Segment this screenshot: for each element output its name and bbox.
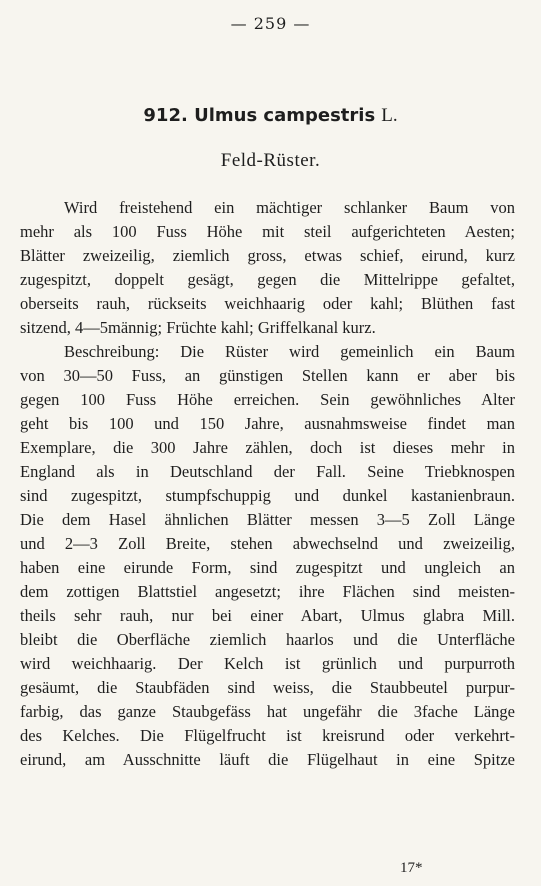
- text-line: und 2—3 Zoll Breite, stehen abwechselnd und zweizeilig,: [20, 534, 515, 553]
- text-line: haben eine eirunde Form, sind zugespitzt und ungleich an: [20, 558, 515, 577]
- text-line: gegen 100 Fuss Höhe erreichen. Sein gewöhnliches Alter: [20, 390, 515, 409]
- common-name-subheading: Feld-Rüster.: [220, 150, 321, 171]
- text-line: wird weichhaarig. Der Kelch ist grünlich und purpurroth: [20, 654, 515, 673]
- text-line: des Kelches. Die Flügelfrucht ist kreisrund oder verkehrt-: [20, 726, 515, 745]
- text-line: bleibt die Oberfläche ziemlich haarlos und die Unterfläche: [20, 630, 515, 649]
- text-line: farbig, das ganze Staubgefäss hat ungefähr die 3fache Länge: [20, 702, 515, 721]
- text-line: Beschreibung: Die Rüster wird gemeinlich ein Baum: [64, 342, 515, 361]
- text-line: gesäumt, die Staubfäden sind weiss, die Staubbeutel purpur-: [20, 678, 515, 697]
- text-line: eirund, am Ausschnitte läuft die Flügelhaut in eine Spitze: [20, 750, 515, 769]
- body-text: [20, 196, 515, 772]
- text-line: Blätter zweizeilig, ziemlich gross, etwas schief, eirund, kurz: [20, 246, 515, 265]
- species-author: L.: [381, 105, 398, 126]
- text-line: Die dem Hasel ähnlichen Blätter messen 3—5 Zoll Länge: [20, 510, 515, 529]
- text-line: sitzend, 4—5männig; Früchte kahl; Griffelkanal kurz.: [20, 318, 376, 337]
- text-line: dem zottigen Blattstiel angesetzt; ihre Flächen sind meisten-: [20, 582, 515, 601]
- text-line: oberseits rauh, rückseits weichhaarig oder kahl; Blüthen fast: [20, 294, 515, 313]
- text-line: zugespitzt, doppelt gesägt, gegen die Mittelrippe gefaltet,: [20, 270, 515, 289]
- page-number: — 259 —: [230, 14, 311, 33]
- text-line: theils sehr rauh, nur bei einer Abart, Ulmus glabra Mill.: [20, 606, 515, 625]
- text-line: sind zugespitzt, stumpfschuppig und dunkel kastanienbraun.: [20, 486, 515, 505]
- signature-mark: 17*: [400, 860, 423, 876]
- text-line: mehr als 100 Fuss Höhe mit steil aufgerichteten Aesten;: [20, 222, 515, 241]
- species-number-name: 912. Ulmus campestris: [143, 105, 376, 126]
- text-line: von 30—50 Fuss, an günstigen Stellen kann er aber bis: [20, 366, 515, 385]
- text-line: Wird freistehend ein mächtiger schlanker Baum von: [64, 198, 515, 217]
- species-heading: [0, 104, 541, 127]
- text-line: Exemplare, die 300 Jahre zählen, doch ist dieses mehr in: [20, 438, 515, 457]
- text-line: England als in Deutschland der Fall. Seine Triebknospen: [20, 462, 515, 481]
- text-line: geht bis 100 und 150 Jahre, ausnahmsweise findet man: [20, 414, 515, 433]
